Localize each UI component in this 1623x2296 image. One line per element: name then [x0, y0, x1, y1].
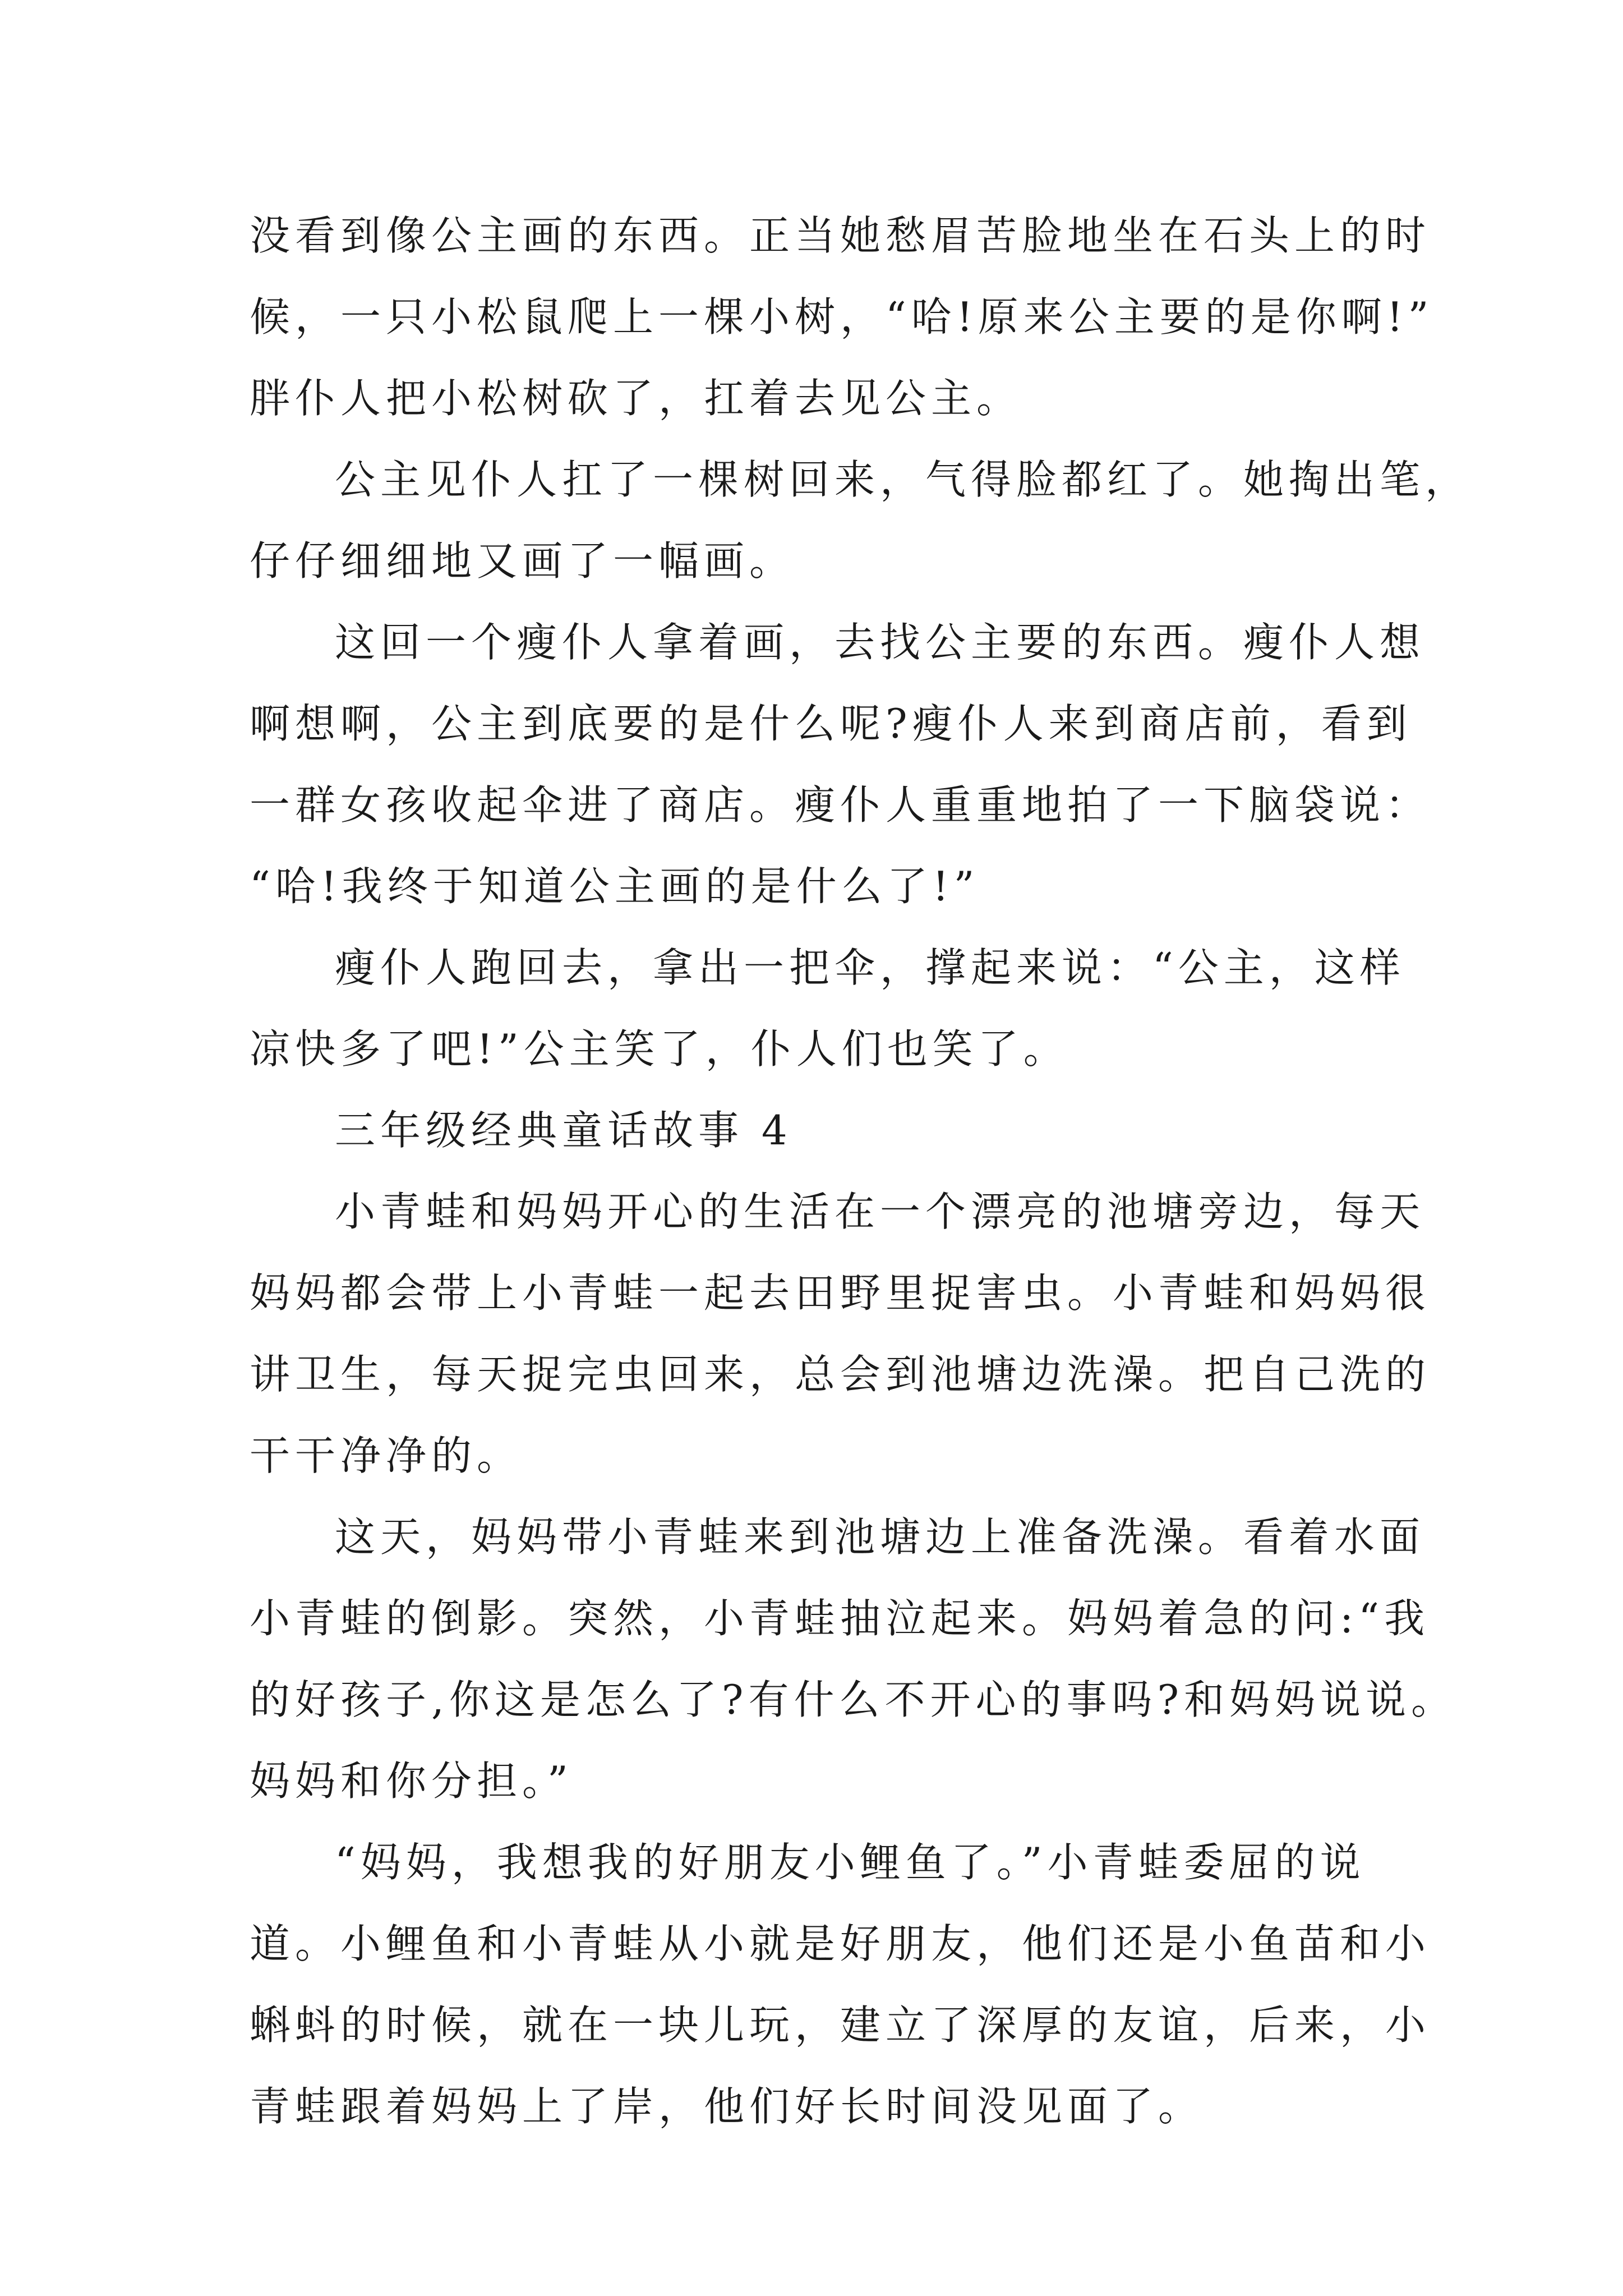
text-line-19: 的好孩子,你这是怎么了?有什么不开心的事吗?和妈妈说说。	[250, 1676, 1457, 1723]
text-line-16: 干干净净的。	[250, 1432, 523, 1479]
text-line-20: 妈妈和你分担。”	[250, 1757, 573, 1805]
text-line-5: 仔仔细细地又画了一幅画。	[250, 537, 795, 585]
paragraph-start-line: 公主见仆人扛了一棵树回来，气得脸都红了。她掏出笔，	[335, 456, 1471, 503]
paragraph-start-line: 小青蛙和妈妈开心的生活在一个漂亮的池塘旁边，每天	[335, 1188, 1426, 1235]
text-line-23: 蝌蚪的时候，就在一块儿玩，建立了深厚的友谊，后来，小	[250, 2001, 1431, 2049]
text-line-8: 一群女孩收起伞进了商店。瘦仆人重重地拍了一下脑袋说：	[250, 781, 1431, 829]
paragraph-start-line: 这天，妈妈带小青蛙来到池塘边上准备洗澡。看着水面	[335, 1513, 1426, 1561]
text-line-11: 凉快多了吧!”公主笑了，仆人们也笑了。	[250, 1025, 1069, 1073]
text-line-24: 青蛙跟着妈妈上了岸，他们好长时间没见面了。	[250, 2083, 1204, 2130]
paragraph-start-line: “妈妈，我想我的好朋友小鲤鱼了。”小青蛙委屈的说	[335, 1839, 1366, 1886]
text-line-2: 候，一只小松鼠爬上一棵小树，“哈!原来公主要的是你啊!”	[250, 293, 1434, 341]
paragraph-start-line: 瘦仆人跑回去，拿出一把伞，撑起来说：“公主，这样	[335, 944, 1405, 991]
text-line-9: “哈!我终于知道公主画的是什么了!”	[250, 863, 980, 910]
text-line-1: 没看到像公主画的东西。正当她愁眉苦脸地坐在石头上的时	[250, 212, 1431, 259]
text-line-18: 小青蛙的倒影。突然，小青蛙抽泣起来。妈妈着急的问:“我	[250, 1595, 1430, 1642]
section-heading: 三年级经典童话故事 4	[335, 1107, 792, 1154]
text-line-14: 妈妈都会带上小青蛙一起去田野里捉害虫。小青蛙和妈妈很	[250, 1269, 1431, 1317]
text-line-15: 讲卫生，每天捉完虫回来，总会到池塘边洗澡。把自己洗的	[250, 1351, 1431, 1398]
text-line-3: 胖仆人把小松树砍了，扛着去见公主。	[250, 375, 1022, 422]
text-line-22: 道。小鲤鱼和小青蛙从小就是好朋友，他们还是小鱼苗和小	[250, 1920, 1431, 1967]
text-line-7: 啊想啊，公主到底要的是什么呢?瘦仆人来到商店前，看到	[250, 700, 1412, 747]
paragraph-start-line: 这回一个瘦仆人拿着画，去找公主要的东西。瘦仆人想	[335, 619, 1426, 666]
